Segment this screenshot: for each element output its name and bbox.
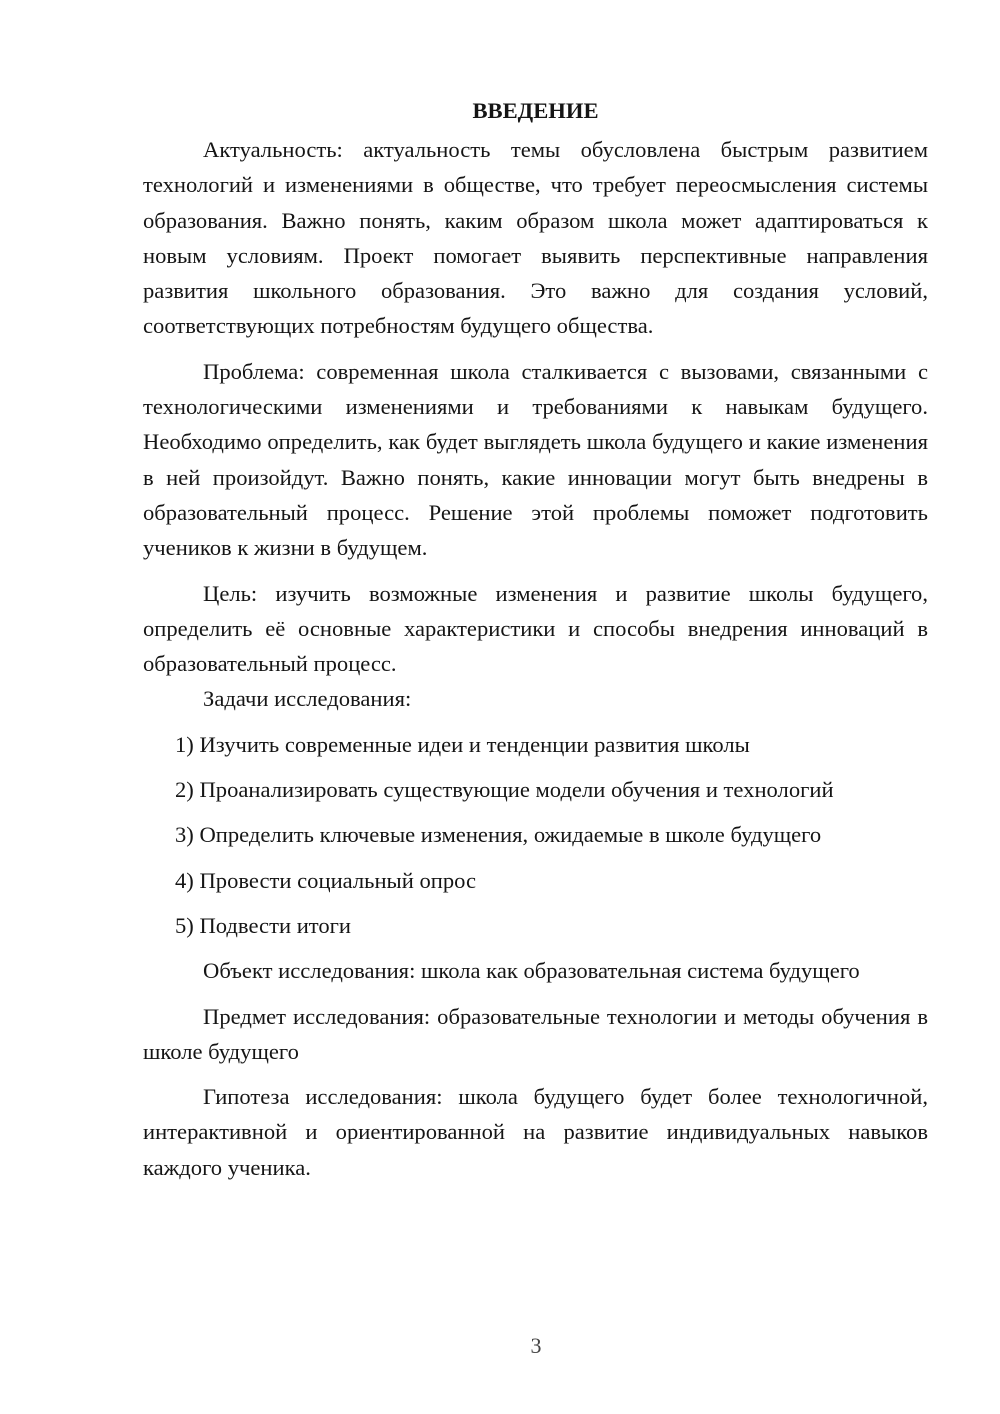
hypothesis-paragraph: Гипотеза исследования: школа будущего будет более технологичной, интерактивной и ориентированной на развитие индивидуальных навыков каждого ученика. <box>143 1084 928 1180</box>
page-heading: ВВЕДЕНИЕ <box>472 98 599 123</box>
problem-paragraph: Проблема: современная школа сталкивается с вызовами, связанными с технологическими изменениями и требованиями к навыкам будущего. Необходимо определить, как будет выглядеть школа будущего и какие изменения в ней произойдут. Важно понять, какие инновации могут быть внедрены в образовательный процесс. Решение этой проблемы поможет подготовить учеников к жизни в будущем. <box>143 358 928 561</box>
tasks-title: Задачи исследования: <box>203 686 412 712</box>
goal-paragraph: Цель: изучить возможные изменения и развитие школы будущего, определить её основные характеристики и способы внедрения инноваций в образовательный процесс. <box>143 580 928 677</box>
relevance-paragraph: Актуальность: актуальность темы обусловлена быстрым развитием технологий и изменениями в обществе, что требует переосмысления системы образования. Важно понять, каким образом школа может адаптироваться к новым условиям. Проект помогает выявить перспективные направления развития школьного образования. Это важно для создания условий, соответствующих потребностям будущего общества. <box>143 137 928 339</box>
object-paragraph: Объект исследования: школа как образовательная система будущего <box>203 958 860 984</box>
page-number: 3 <box>530 1333 542 1358</box>
task-item: 5) Подвести итоги <box>175 912 352 938</box>
tasks-list <box>143 727 928 953</box>
task-item: 1) Изучить современные идеи и тенденции развития школы <box>175 731 750 757</box>
task-item: 2) Проанализировать существующие модели обучения и технологий <box>175 777 834 803</box>
task-item: 4) Провести социальный опрос <box>175 867 477 893</box>
task-item: 3) Определить ключевые изменения, ожидаемые в школе будущего <box>175 822 822 848</box>
subject-paragraph: Предмет исследования: образовательные технологии и методы обучения в школе будущего <box>143 1003 928 1064</box>
document-body <box>143 94 928 1185</box>
